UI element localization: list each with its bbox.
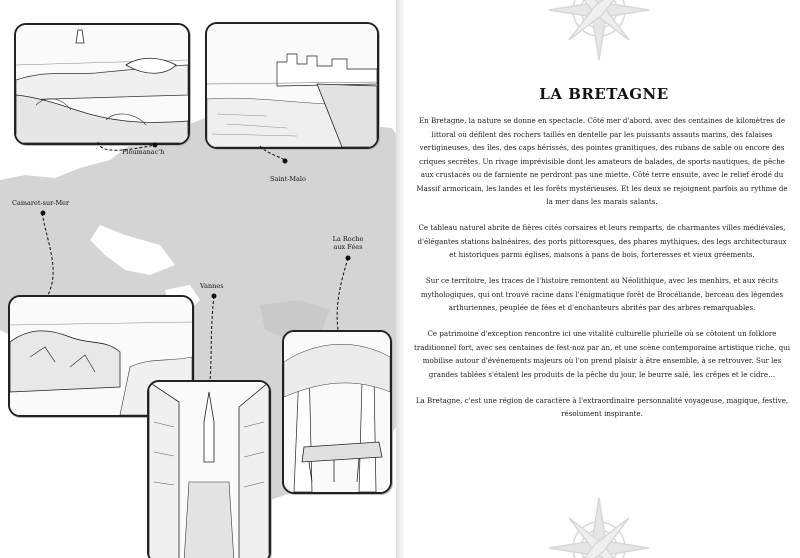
label-ploumanach: Ploumanac'h — [122, 148, 165, 156]
compass-rose-icon — [539, 0, 659, 90]
paragraph-conclusion: La Bretagne, c'est une région de caractère à l'extraordinaire personnalité voyageuse, magique, festive, résolument inspirante. — [415, 395, 789, 418]
right-page-text — [404, 0, 800, 558]
compass-rose-icon — [539, 478, 659, 558]
label-vannes: Vannes — [200, 282, 224, 290]
paragraph-history: Sur ce territoire, les traces de l'histoire remontent au Néolithique, avec les menhirs, et aux récits mythologiques, qui ont trouvé racine dans l'énigmatique forêt de Brocéliande, berceau des légendes arthuriennes, peuplée de fées et d'enchanteurs abrités par des arbres remarquables. — [420, 276, 784, 312]
label-saint-malo: Saint-Malo — [270, 175, 306, 183]
paragraph-nature: En Bretagne, la nature se donne en spectacle. Côté mer d'abord, avec des centaines de kilomètres de littoral où défilent des rochers taillés en dentelle par les puissants assauts marins, des falaises vertigineuses, des îles, des caps hérissés, des pointes granitiques, des rubans de sable ou encore des criques secrètes. Un rivage imprévisible dont les amateurs de balades, de sports nautiques, de pêche aux crustacés ou de farniente ne perdront pas une miette. Côté terre ensuite, avec le relief érodé du Massif armoricain, les landes et les forêts mystérieuses. Et les deux se rejoignent parfois au rythme de la mer dans les marais salants. — [416, 116, 788, 206]
paragraph-culture: Ce patrimoine d'exception rencontre ici une vitalité culturelle plurielle où se côtoient un folklore traditionnel fort, avec ses centaines de fest-noz par an, et une scène contemporaine artistique riche, qui mobilise autour d'événements majeurs où l'on prend plaisir à être ensemble, à se retrouver. Sur les grandes tablées s'étalent les produits de la pêche du jour, le beurre salé, les crêpes et le cidre… — [414, 329, 790, 379]
page-title: LA BRETAGNE — [539, 85, 669, 103]
label-la-roche-aux-fees: La Roche aux Fées — [332, 235, 364, 252]
paragraph-heritage: Ce tableau naturel abrite de fières cités corsaires et leurs remparts, de charmantes villes médiévales, d'élégantes stations balnéaires, des ports pittoresques, des phares mythiques, des legs architecturaux et historiques parmi églises, maisons à pans de bois, forteresses et vieux gréements. — [417, 223, 787, 259]
article-body — [414, 114, 790, 433]
label-camaret-sur-mer: Camaret-sur-Mer — [12, 199, 70, 207]
